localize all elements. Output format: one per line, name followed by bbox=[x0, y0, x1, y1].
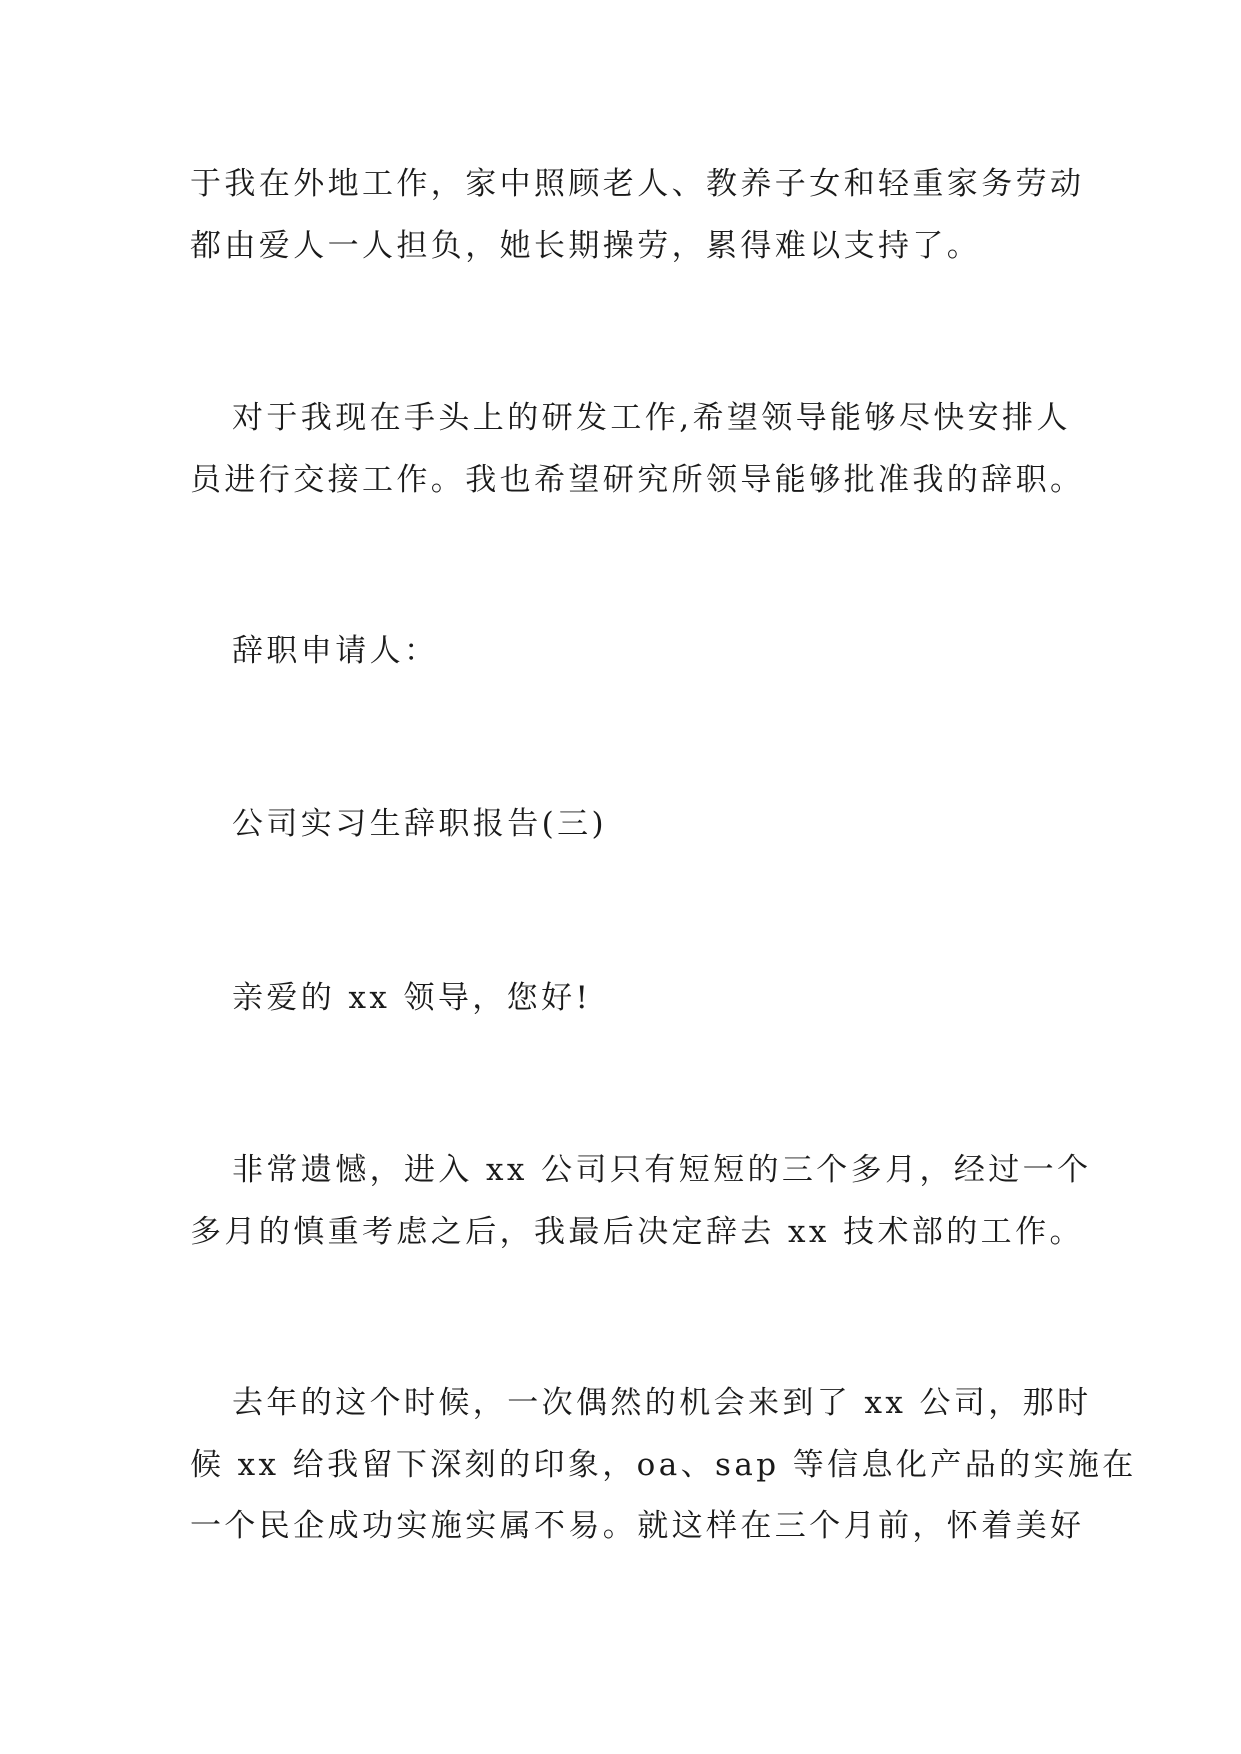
paragraph-2-line-1: 对于我现在手头上的研发工作,希望领导能够尽快安排人 bbox=[232, 400, 1071, 436]
paragraph-2-line-2: 员进行交接工作。我也希望研究所领导能够批准我的辞职。 bbox=[190, 462, 1085, 498]
section-title: 公司实习生辞职报告(三) bbox=[232, 806, 607, 842]
paragraph-3-line-1: 非常遗憾，进入 xx 公司只有短短的三个多月，经过一个 bbox=[232, 1152, 1092, 1188]
paragraph-3-line-2: 多月的慎重考虑之后，我最后决定辞去 xx 技术部的工作。 bbox=[190, 1214, 1084, 1250]
salutation: 亲爱的 xx 领导，您好! bbox=[232, 980, 592, 1016]
paragraph-4-line-3: 一个民企成功实施实属不易。就这样在三个月前，怀着美好 bbox=[190, 1508, 1085, 1544]
paragraph-4-line-2: 候 xx 给我留下深刻的印象，oa、sap 等信息化产品的实施在 bbox=[190, 1447, 1137, 1483]
paragraph-1-line-2: 都由爱人一人担负，她长期操劳，累得难以支持了。 bbox=[190, 228, 982, 264]
signature-label: 辞职申请人： bbox=[232, 633, 439, 669]
paragraph-1-line-1: 于我在外地工作，家中照顾老人、教养子女和轻重家务劳动 bbox=[190, 166, 1085, 202]
paragraph-4-line-1: 去年的这个时候，一次偶然的机会来到了 xx 公司，那时 bbox=[232, 1385, 1092, 1421]
